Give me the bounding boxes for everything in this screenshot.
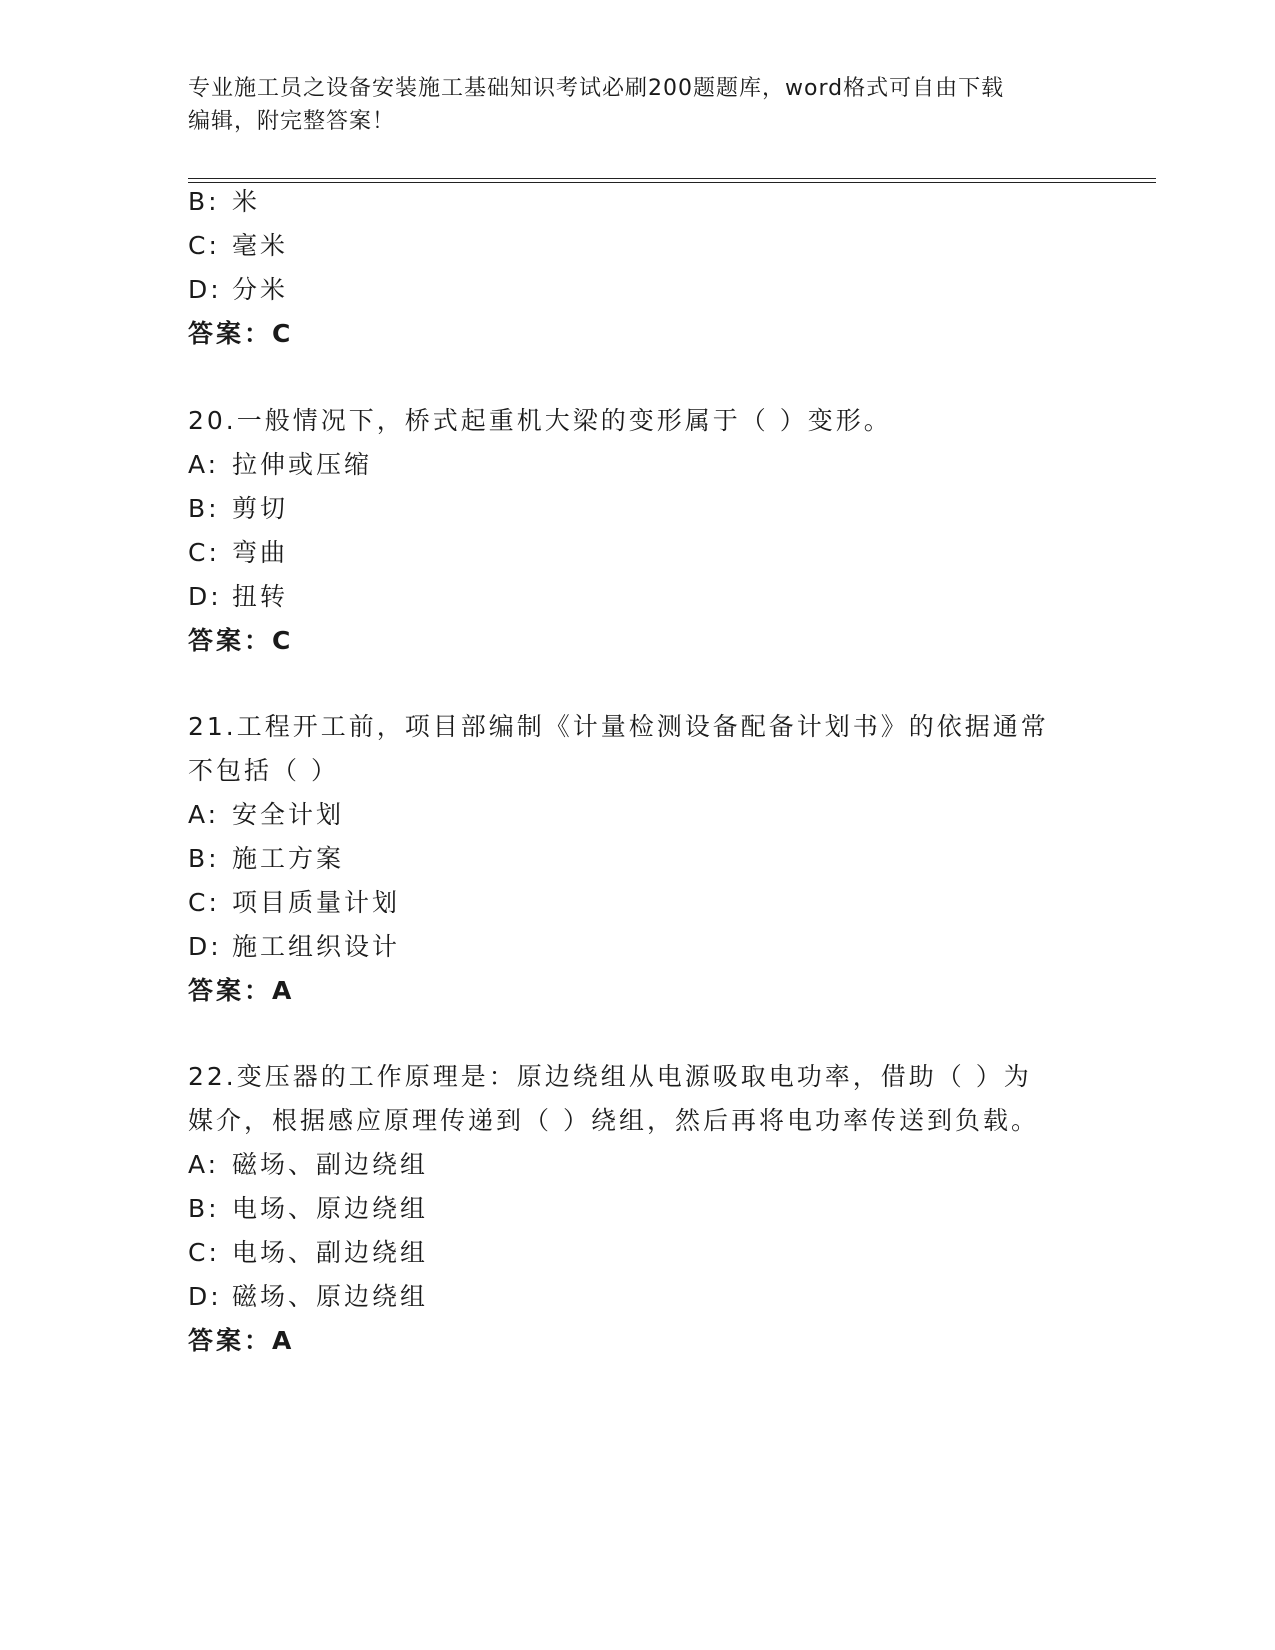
option-row — [188, 228, 288, 264]
option-row — [188, 579, 288, 615]
option-text: 磁场、副边绕组 — [232, 1150, 429, 1179]
option-row — [188, 447, 372, 483]
option-letter: B: — [188, 844, 220, 873]
option-letter: A: — [188, 800, 220, 829]
option-row — [188, 841, 344, 877]
option-letter: D: — [188, 1282, 222, 1311]
option-letter: B: — [188, 494, 220, 523]
option-letter: C: — [188, 538, 220, 567]
option-row — [188, 1147, 428, 1183]
option-row — [188, 184, 260, 220]
header-divider-top — [188, 178, 1156, 179]
option-letter: B: — [188, 187, 220, 216]
option-text: 分米 — [232, 275, 289, 304]
question-text-continued: 不包括（ ） — [188, 756, 339, 785]
option-row — [188, 491, 288, 527]
option-text: 安全计划 — [232, 800, 345, 829]
option-text: 剪切 — [232, 494, 289, 523]
question-text-continued: 媒介，根据感应原理传递到（ ）绕组，然后再将电功率传送到负载。 — [188, 1106, 1039, 1135]
header-line-1: 专业施工员之设备安装施工基础知识考试必刷200题题库，word格式可自由下载 — [188, 76, 1005, 101]
option-text: 项目质量计划 — [232, 888, 401, 917]
option-letter: C: — [188, 888, 220, 917]
answer-line: 答案：C — [188, 626, 294, 655]
option-row — [188, 1191, 428, 1227]
question-text: 20.一般情况下，桥式起重机大梁的变形属于（ ）变形。 — [188, 406, 892, 435]
option-row — [188, 272, 288, 308]
option-row — [188, 929, 400, 965]
option-letter: A: — [188, 450, 220, 479]
option-row — [188, 1279, 428, 1315]
answer-line: 答案：A — [188, 1326, 295, 1355]
option-letter: A: — [188, 1150, 220, 1179]
option-row — [188, 535, 288, 571]
option-letter: C: — [188, 231, 220, 260]
option-text: 电场、原边绕组 — [232, 1194, 429, 1223]
question-text: 22.变压器的工作原理是：原边绕组从电源吸取电功率，借助（ ）为 — [188, 1062, 1032, 1091]
option-row — [188, 1235, 428, 1271]
option-text: 施工方案 — [232, 844, 345, 873]
option-row — [188, 797, 344, 833]
header-line-2: 编辑，附完整答案！ — [188, 109, 396, 134]
option-text: 电场、副边绕组 — [232, 1238, 429, 1267]
option-text: 扭转 — [232, 582, 289, 611]
option-text: 磁场、原边绕组 — [232, 1282, 429, 1311]
option-letter: B: — [188, 1194, 220, 1223]
option-letter: D: — [188, 275, 222, 304]
option-text: 毫米 — [232, 231, 289, 260]
option-row — [188, 885, 400, 921]
header-divider-bottom — [188, 182, 1156, 183]
option-text: 米 — [232, 187, 261, 216]
option-text: 拉伸或压缩 — [232, 450, 373, 479]
option-letter: D: — [188, 582, 222, 611]
answer-line: 答案：C — [188, 319, 294, 348]
option-text: 施工组织设计 — [232, 932, 401, 961]
question-text: 21.工程开工前，项目部编制《计量检测设备配备计划书》的依据通常 — [188, 712, 1049, 741]
option-letter: C: — [188, 1238, 220, 1267]
option-text: 弯曲 — [232, 538, 289, 567]
option-letter: D: — [188, 932, 222, 961]
answer-line: 答案：A — [188, 976, 295, 1005]
document-header — [188, 72, 1088, 138]
